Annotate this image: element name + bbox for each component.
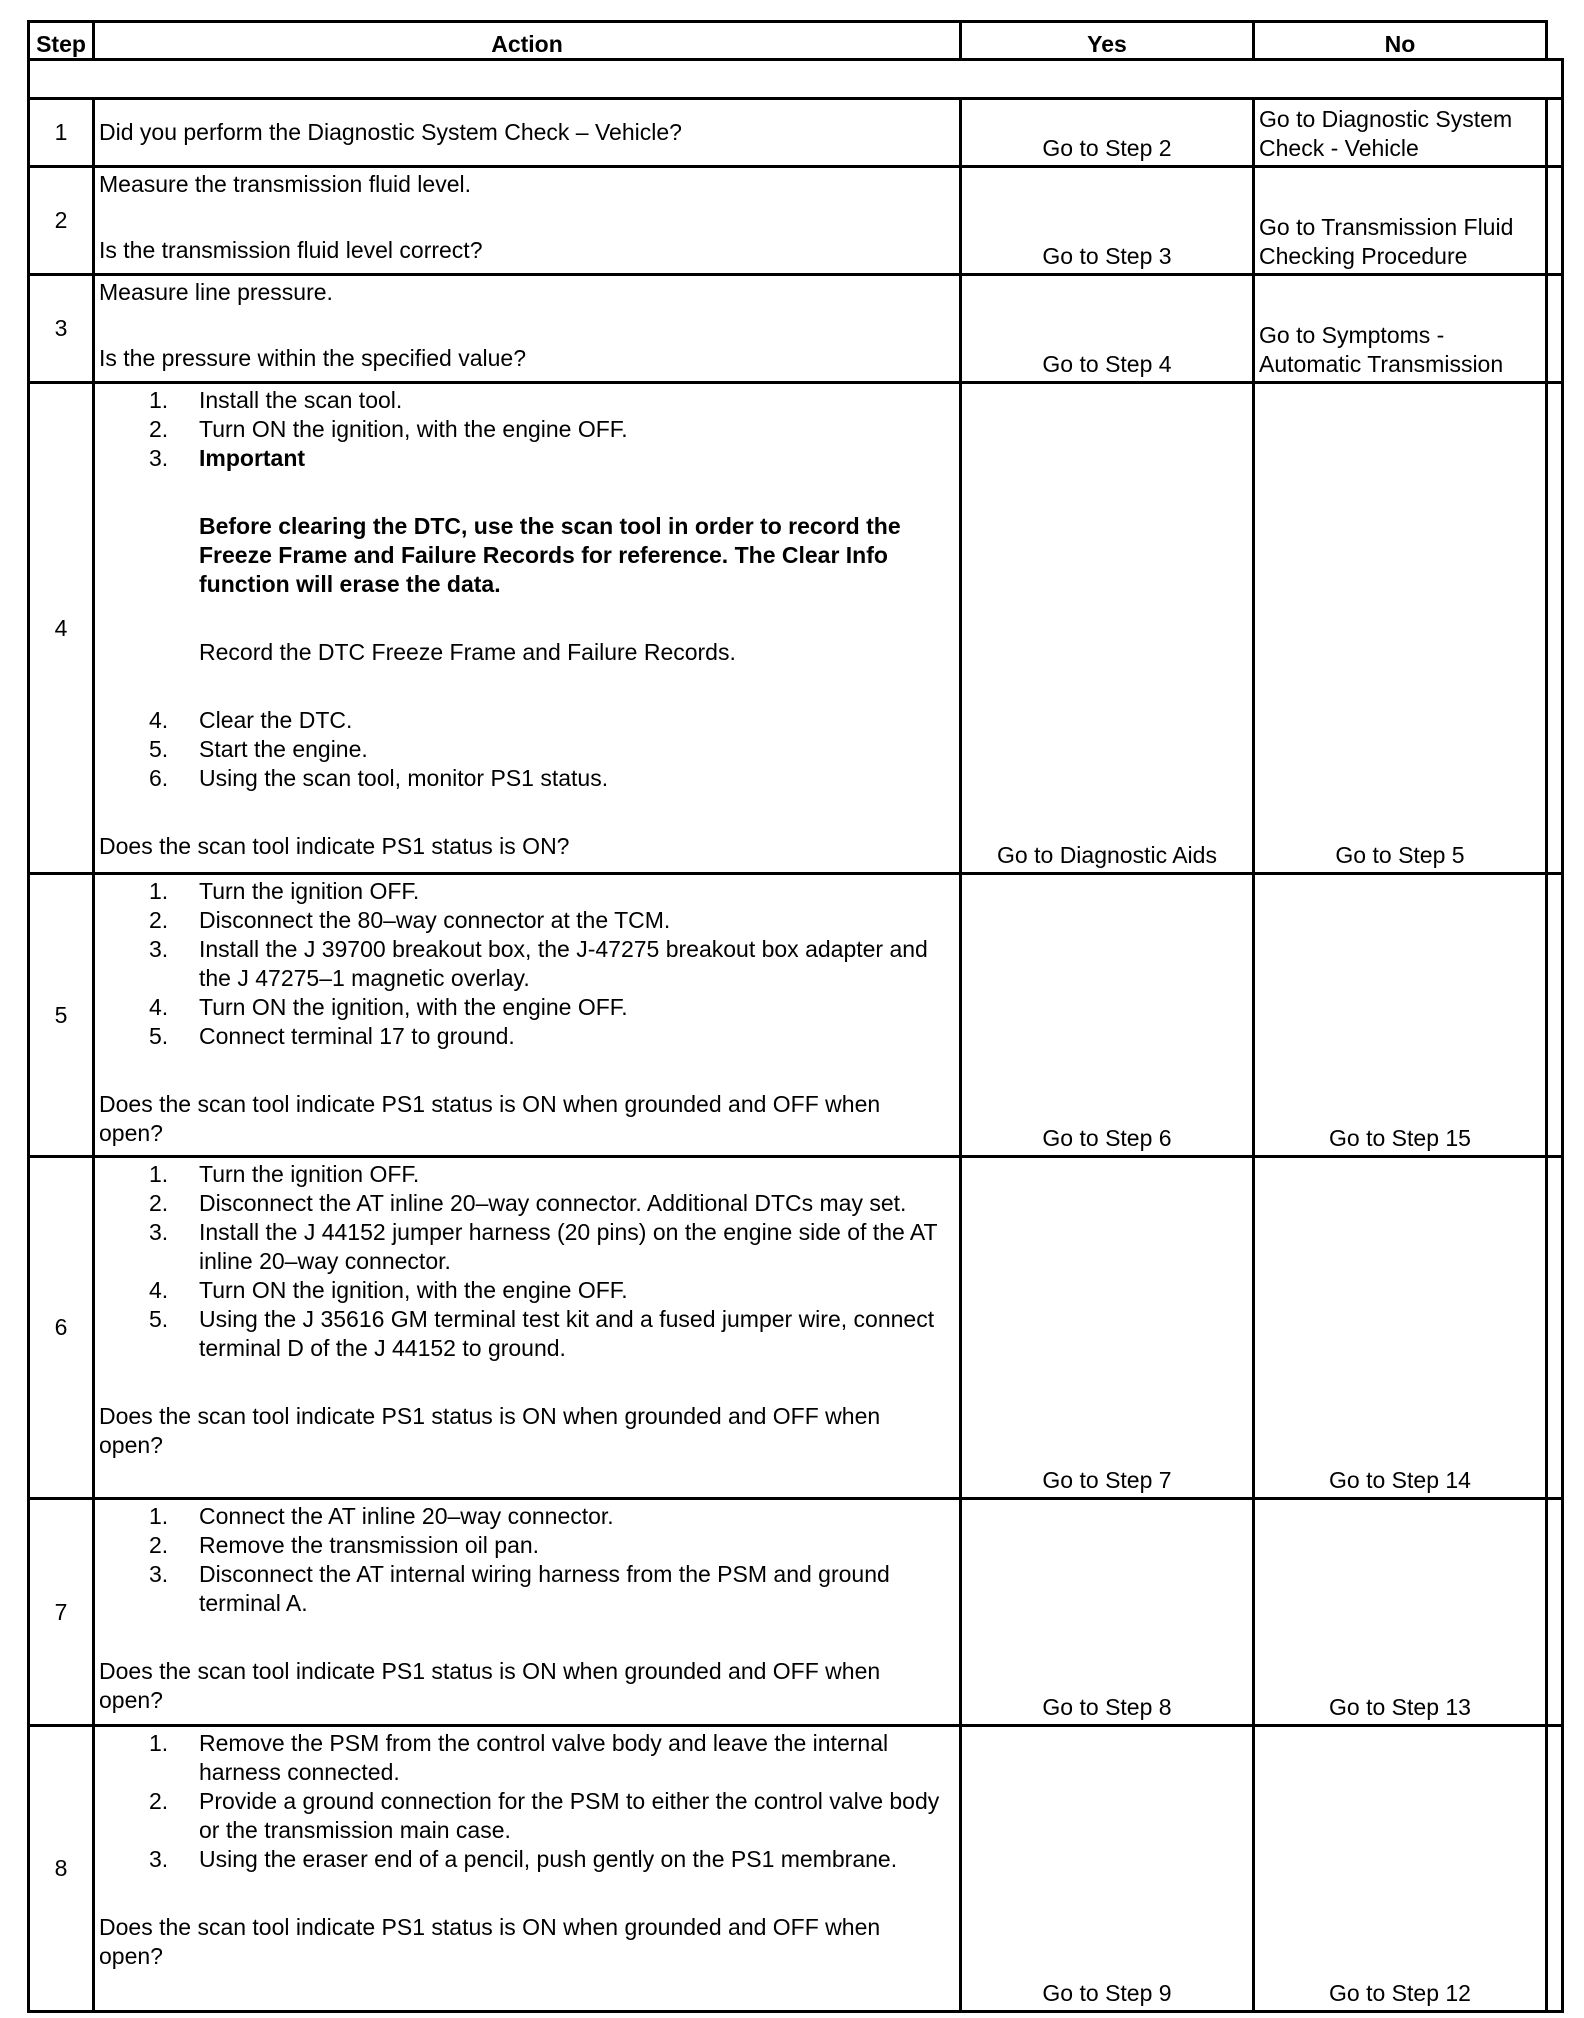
list-item	[99, 1845, 955, 1874]
header-step: Step	[29, 22, 94, 60]
step-number: 3	[29, 275, 94, 383]
table-row-step-6	[29, 1157, 1563, 1499]
list-item	[99, 1787, 955, 1845]
item-text: Disconnect the 80–way connector at the TCM.	[199, 907, 671, 933]
yes-link[interactable]: Go to Step 9	[961, 1726, 1254, 2012]
right-gap-cell	[1547, 275, 1563, 383]
action-question: Is the pressure within the specified value?	[99, 345, 527, 371]
action-question: Does the scan tool indicate PS1 status is ON when grounded and OFF when open?	[99, 1091, 881, 1146]
action-cell	[94, 1157, 961, 1499]
action-cell	[94, 99, 961, 167]
yes-link[interactable]: Go to Step 3	[961, 167, 1254, 275]
item-text: Remove the PSM from the control valve body and leave the internal harness connected.	[199, 1730, 889, 1785]
item-text: Turn ON the ignition, with the engine OFF.	[199, 416, 628, 442]
list-item	[99, 1189, 955, 1218]
item-text: Connect terminal 17 to ground.	[199, 1023, 515, 1049]
diagnostic-table-wrapper	[27, 20, 1561, 2013]
list-item	[99, 877, 955, 906]
item-number: 4.	[149, 994, 169, 1020]
item-number: 2.	[149, 1532, 169, 1558]
no-link-line: Check - Vehicle	[1259, 135, 1419, 161]
table-row-step-7	[29, 1499, 1563, 1726]
table-row-step-4	[29, 383, 1563, 874]
item-number: 3.	[149, 1846, 169, 1872]
action-cell	[94, 1499, 961, 1726]
item-number: 1.	[149, 387, 169, 413]
table-row-step-3	[29, 275, 1563, 383]
action-cell	[94, 874, 961, 1157]
yes-link[interactable]: Go to Step 7	[961, 1157, 1254, 1499]
diagnostic-table	[27, 20, 1564, 2013]
step-number: 2	[29, 167, 94, 275]
yes-link[interactable]: Go to Step 8	[961, 1499, 1254, 1726]
item-number: 1.	[149, 1730, 169, 1756]
item-text: Provide a ground connection for the PSM to either the control valve body or the transmission main case.	[199, 1788, 940, 1843]
item-text: Disconnect the AT inline 20–way connector. Additional DTCs may set.	[199, 1190, 907, 1216]
action-cell	[94, 383, 961, 874]
right-gap-cell	[1547, 1726, 1563, 2012]
no-link-line: Go to Transmission Fluid	[1259, 214, 1514, 240]
item-number: 3.	[149, 936, 169, 962]
list-item	[99, 906, 955, 935]
spacer-cell	[29, 60, 1563, 99]
item-number: 3.	[149, 1561, 169, 1587]
step-number: 7	[29, 1499, 94, 1726]
item-text: Turn ON the ignition, with the engine OFF.	[199, 1277, 628, 1303]
no-link-line: Go to Diagnostic System	[1259, 106, 1513, 132]
item-text: Turn ON the ignition, with the engine OFF.	[199, 994, 628, 1020]
yes-link[interactable]: Go to Step 4	[961, 275, 1254, 383]
yes-link[interactable]: Go to Diagnostic Aids	[961, 383, 1254, 874]
list-item	[99, 1729, 955, 1787]
no-link-line: Go to Symptoms -	[1259, 322, 1445, 348]
procedure-list	[99, 386, 955, 473]
step-number: 4	[29, 383, 94, 874]
item-text: Install the J 39700 breakout box, the J-47275 breakout box adapter and the J 47275–1 magnetic overlay.	[199, 936, 928, 991]
no-link-line: Automatic Transmission	[1259, 351, 1504, 377]
procedure-list	[99, 1160, 955, 1363]
no-link[interactable]	[1254, 99, 1547, 167]
table-header-row	[29, 22, 1563, 60]
no-link[interactable]: Go to Step 5	[1254, 383, 1547, 874]
item-text: Remove the transmission oil pan.	[199, 1532, 540, 1558]
header-action: Action	[94, 22, 961, 60]
list-item	[99, 764, 955, 793]
no-link[interactable]	[1254, 275, 1547, 383]
no-link[interactable]	[1254, 167, 1547, 275]
list-item	[99, 386, 955, 415]
no-link[interactable]: Go to Step 13	[1254, 1499, 1547, 1726]
record-instruction: Record the DTC Freeze Frame and Failure Records.	[199, 639, 736, 665]
header-no: No	[1254, 22, 1547, 60]
action-question: Does the scan tool indicate PS1 status is ON when grounded and OFF when open?	[99, 1658, 881, 1713]
step-number: 1	[29, 99, 94, 167]
procedure-list	[99, 877, 955, 1051]
right-gap-cell	[1547, 1157, 1563, 1499]
table-row-step-8	[29, 1726, 1563, 2012]
action-question: Does the scan tool indicate PS1 status is ON when grounded and OFF when open?	[99, 1403, 881, 1458]
action-cell	[94, 167, 961, 275]
list-item	[99, 1502, 955, 1531]
item-text: Connect the AT inline 20–way connector.	[199, 1503, 614, 1529]
important-note: Before clearing the DTC, use the scan tool in order to record the Freeze Frame and Failure Records for reference. The Clear Info function will erase the data.	[199, 513, 901, 597]
action-text: Did you perform the Diagnostic System Check – Vehicle?	[99, 119, 682, 145]
list-item	[99, 706, 955, 735]
item-number: 5.	[149, 1306, 169, 1332]
list-item	[99, 444, 955, 473]
item-number: 3.	[149, 1219, 169, 1245]
action-text: Measure the transmission fluid level.	[99, 171, 471, 197]
item-number: 4.	[149, 1277, 169, 1303]
item-number: 2.	[149, 1788, 169, 1814]
item-number: 5.	[149, 1023, 169, 1049]
list-item	[99, 1531, 955, 1560]
procedure-list	[99, 1502, 955, 1618]
list-item	[99, 1218, 955, 1276]
no-link[interactable]: Go to Step 12	[1254, 1726, 1547, 2012]
list-item	[99, 1022, 955, 1051]
item-number: 3.	[149, 445, 169, 471]
important-label: Important	[199, 445, 306, 471]
step-number: 5	[29, 874, 94, 1157]
item-text: Using the J 35616 GM terminal test kit and a fused jumper wire, connect terminal D of the J 44152 to ground.	[199, 1306, 935, 1361]
list-item	[99, 1160, 955, 1189]
item-text: Install the scan tool.	[199, 387, 403, 413]
no-link[interactable]: Go to Step 14	[1254, 1157, 1547, 1499]
procedure-list	[99, 706, 955, 793]
item-number: 1.	[149, 878, 169, 904]
item-text: Clear the DTC.	[199, 707, 353, 733]
list-item	[99, 415, 955, 444]
item-text: Install the J 44152 jumper harness (20 pins) on the engine side of the AT inline 20–way connector.	[199, 1219, 938, 1274]
table-row-step-2	[29, 167, 1563, 275]
item-number: 2.	[149, 1190, 169, 1216]
list-item	[99, 993, 955, 1022]
item-text: Using the scan tool, monitor PS1 status.	[199, 765, 609, 791]
item-number: 1.	[149, 1161, 169, 1187]
action-cell	[94, 1726, 961, 2012]
step-number: 6	[29, 1157, 94, 1499]
yes-link[interactable]: Go to Step 6	[961, 874, 1254, 1157]
right-gap-cell	[1547, 167, 1563, 275]
list-item	[99, 935, 955, 993]
item-text: Turn the ignition OFF.	[199, 878, 420, 904]
list-item	[99, 1560, 955, 1618]
header-yes: Yes	[961, 22, 1254, 60]
right-gap-cell	[1547, 874, 1563, 1157]
step-number: 8	[29, 1726, 94, 2012]
item-number: 1.	[149, 1503, 169, 1529]
list-item	[99, 735, 955, 764]
right-gap-cell	[1547, 1499, 1563, 1726]
action-question: Does the scan tool indicate PS1 status is ON?	[99, 833, 570, 859]
action-cell	[94, 275, 961, 383]
list-item	[99, 1305, 955, 1363]
action-text: Measure line pressure.	[99, 279, 333, 305]
no-link[interactable]: Go to Step 15	[1254, 874, 1547, 1157]
action-question: Is the transmission fluid level correct?	[99, 237, 483, 263]
right-gap-cell	[1547, 383, 1563, 874]
table-row-step-1	[29, 99, 1563, 167]
header-right-gap	[1547, 22, 1563, 60]
yes-link[interactable]: Go to Step 2	[961, 99, 1254, 167]
table-row-step-5	[29, 874, 1563, 1157]
list-item	[99, 1276, 955, 1305]
right-gap-cell	[1547, 99, 1563, 167]
item-text: Start the engine.	[199, 736, 368, 762]
item-number: 4.	[149, 707, 169, 733]
item-number: 5.	[149, 736, 169, 762]
item-number: 6.	[149, 765, 169, 791]
item-number: 2.	[149, 907, 169, 933]
item-text: Turn the ignition OFF.	[199, 1161, 420, 1187]
item-text: Disconnect the AT internal wiring harness from the PSM and ground terminal A.	[199, 1561, 890, 1616]
item-text: Using the eraser end of a pencil, push gently on the PS1 membrane.	[199, 1846, 898, 1872]
procedure-list	[99, 1729, 955, 1874]
item-number: 2.	[149, 416, 169, 442]
action-question: Does the scan tool indicate PS1 status is ON when grounded and OFF when open?	[99, 1914, 881, 1969]
no-link-line: Checking Procedure	[1259, 243, 1468, 269]
table-spacer-row	[29, 60, 1563, 99]
